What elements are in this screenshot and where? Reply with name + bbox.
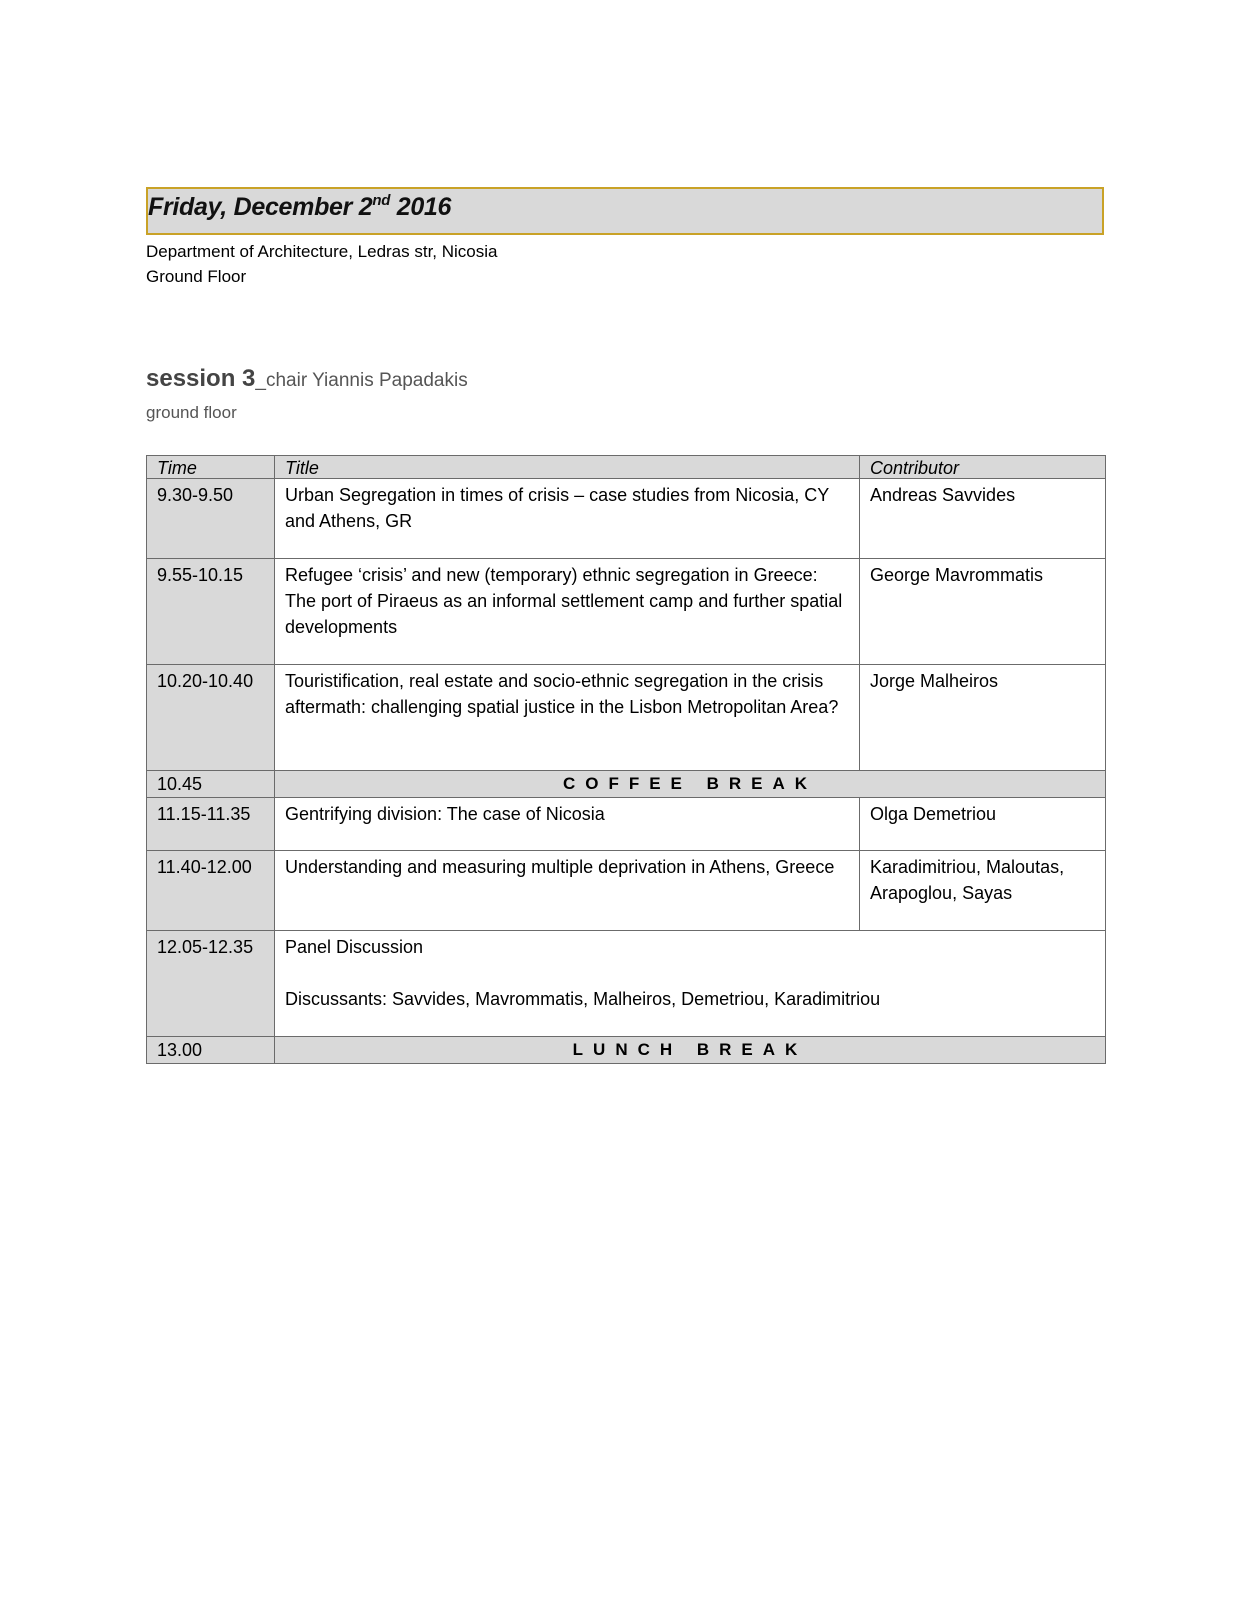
panel-discussion-row (147, 931, 1106, 1037)
date-text: Friday, December 2 (148, 193, 373, 221)
coffee-break-label: COFFEE BREAK (275, 771, 1106, 798)
column-header-contributor: Contributor (860, 456, 1106, 479)
time-cell: 10.45 (147, 771, 275, 798)
panel-discussion-cell (275, 931, 1106, 1037)
date-banner (146, 187, 1104, 235)
contributor-cell: Andreas Savvides (860, 479, 1106, 559)
time-cell: 11.40-12.00 (147, 851, 275, 931)
table-row (147, 479, 1106, 559)
venue-address: Department of Architecture, Ledras str, Nicosia (146, 242, 498, 261)
venue (146, 239, 498, 289)
title-cell: Touristification, real estate and socio-ethnic segregation in the crisis aftermath: challenging spatial justice in the Lisbon Metropolitan Area? (275, 665, 860, 771)
title-cell: Urban Segregation in times of crisis – case studies from Nicosia, CY and Athens, GR (275, 479, 860, 559)
time-cell: 9.30-9.50 (147, 479, 275, 559)
date-year: 2016 (390, 193, 452, 221)
time-cell: 11.15-11.35 (147, 798, 275, 851)
session-title: session 3 (146, 365, 256, 392)
table-header-row (147, 456, 1106, 479)
title-cell: Refugee ‘crisis’ and new (temporary) ethnic segregation in Greece: The port of Piraeus as an informal settlement camp and further spatial developments (275, 559, 860, 665)
venue-floor: Ground Floor (146, 267, 247, 286)
panel-title: Panel Discussion (285, 937, 424, 957)
date-heading (148, 193, 451, 221)
title-cell: Gentrifying division: The case of Nicosia (275, 798, 860, 851)
title-cell: Understanding and measuring multiple deprivation in Athens, Greece (275, 851, 860, 931)
time-cell: 9.55-10.15 (147, 559, 275, 665)
contributor-cell: Jorge Malheiros (860, 665, 1106, 771)
table-row (147, 798, 1106, 851)
table-row (147, 851, 1106, 931)
session-chair: _chair Yiannis Papadakis (255, 370, 468, 391)
table-row (147, 559, 1106, 665)
contributor-cell: George Mavrommatis (860, 559, 1106, 665)
column-header-title: Title (275, 456, 860, 479)
session-floor: ground floor (146, 403, 237, 422)
contributor-cell: Olga Demetriou (860, 798, 1106, 851)
schedule-table (146, 455, 1106, 1064)
panel-discussants: Discussants: Savvides, Mavrommatis, Malheiros, Demetriou, Karadimitriou (285, 989, 881, 1009)
time-cell: 10.20-10.40 (147, 665, 275, 771)
time-cell: 12.05-12.35 (147, 931, 275, 1037)
lunch-break-label: LUNCH BREAK (275, 1037, 1106, 1064)
date-ordinal: nd (372, 192, 391, 209)
column-header-time: Time (147, 456, 275, 479)
contributor-cell: Karadimitriou, Maloutas, Arapoglou, Sayas (860, 851, 1106, 931)
session-heading (146, 365, 468, 393)
coffee-break-row (147, 771, 1106, 798)
lunch-break-row (147, 1037, 1106, 1064)
time-cell: 13.00 (147, 1037, 275, 1064)
table-row (147, 665, 1106, 771)
